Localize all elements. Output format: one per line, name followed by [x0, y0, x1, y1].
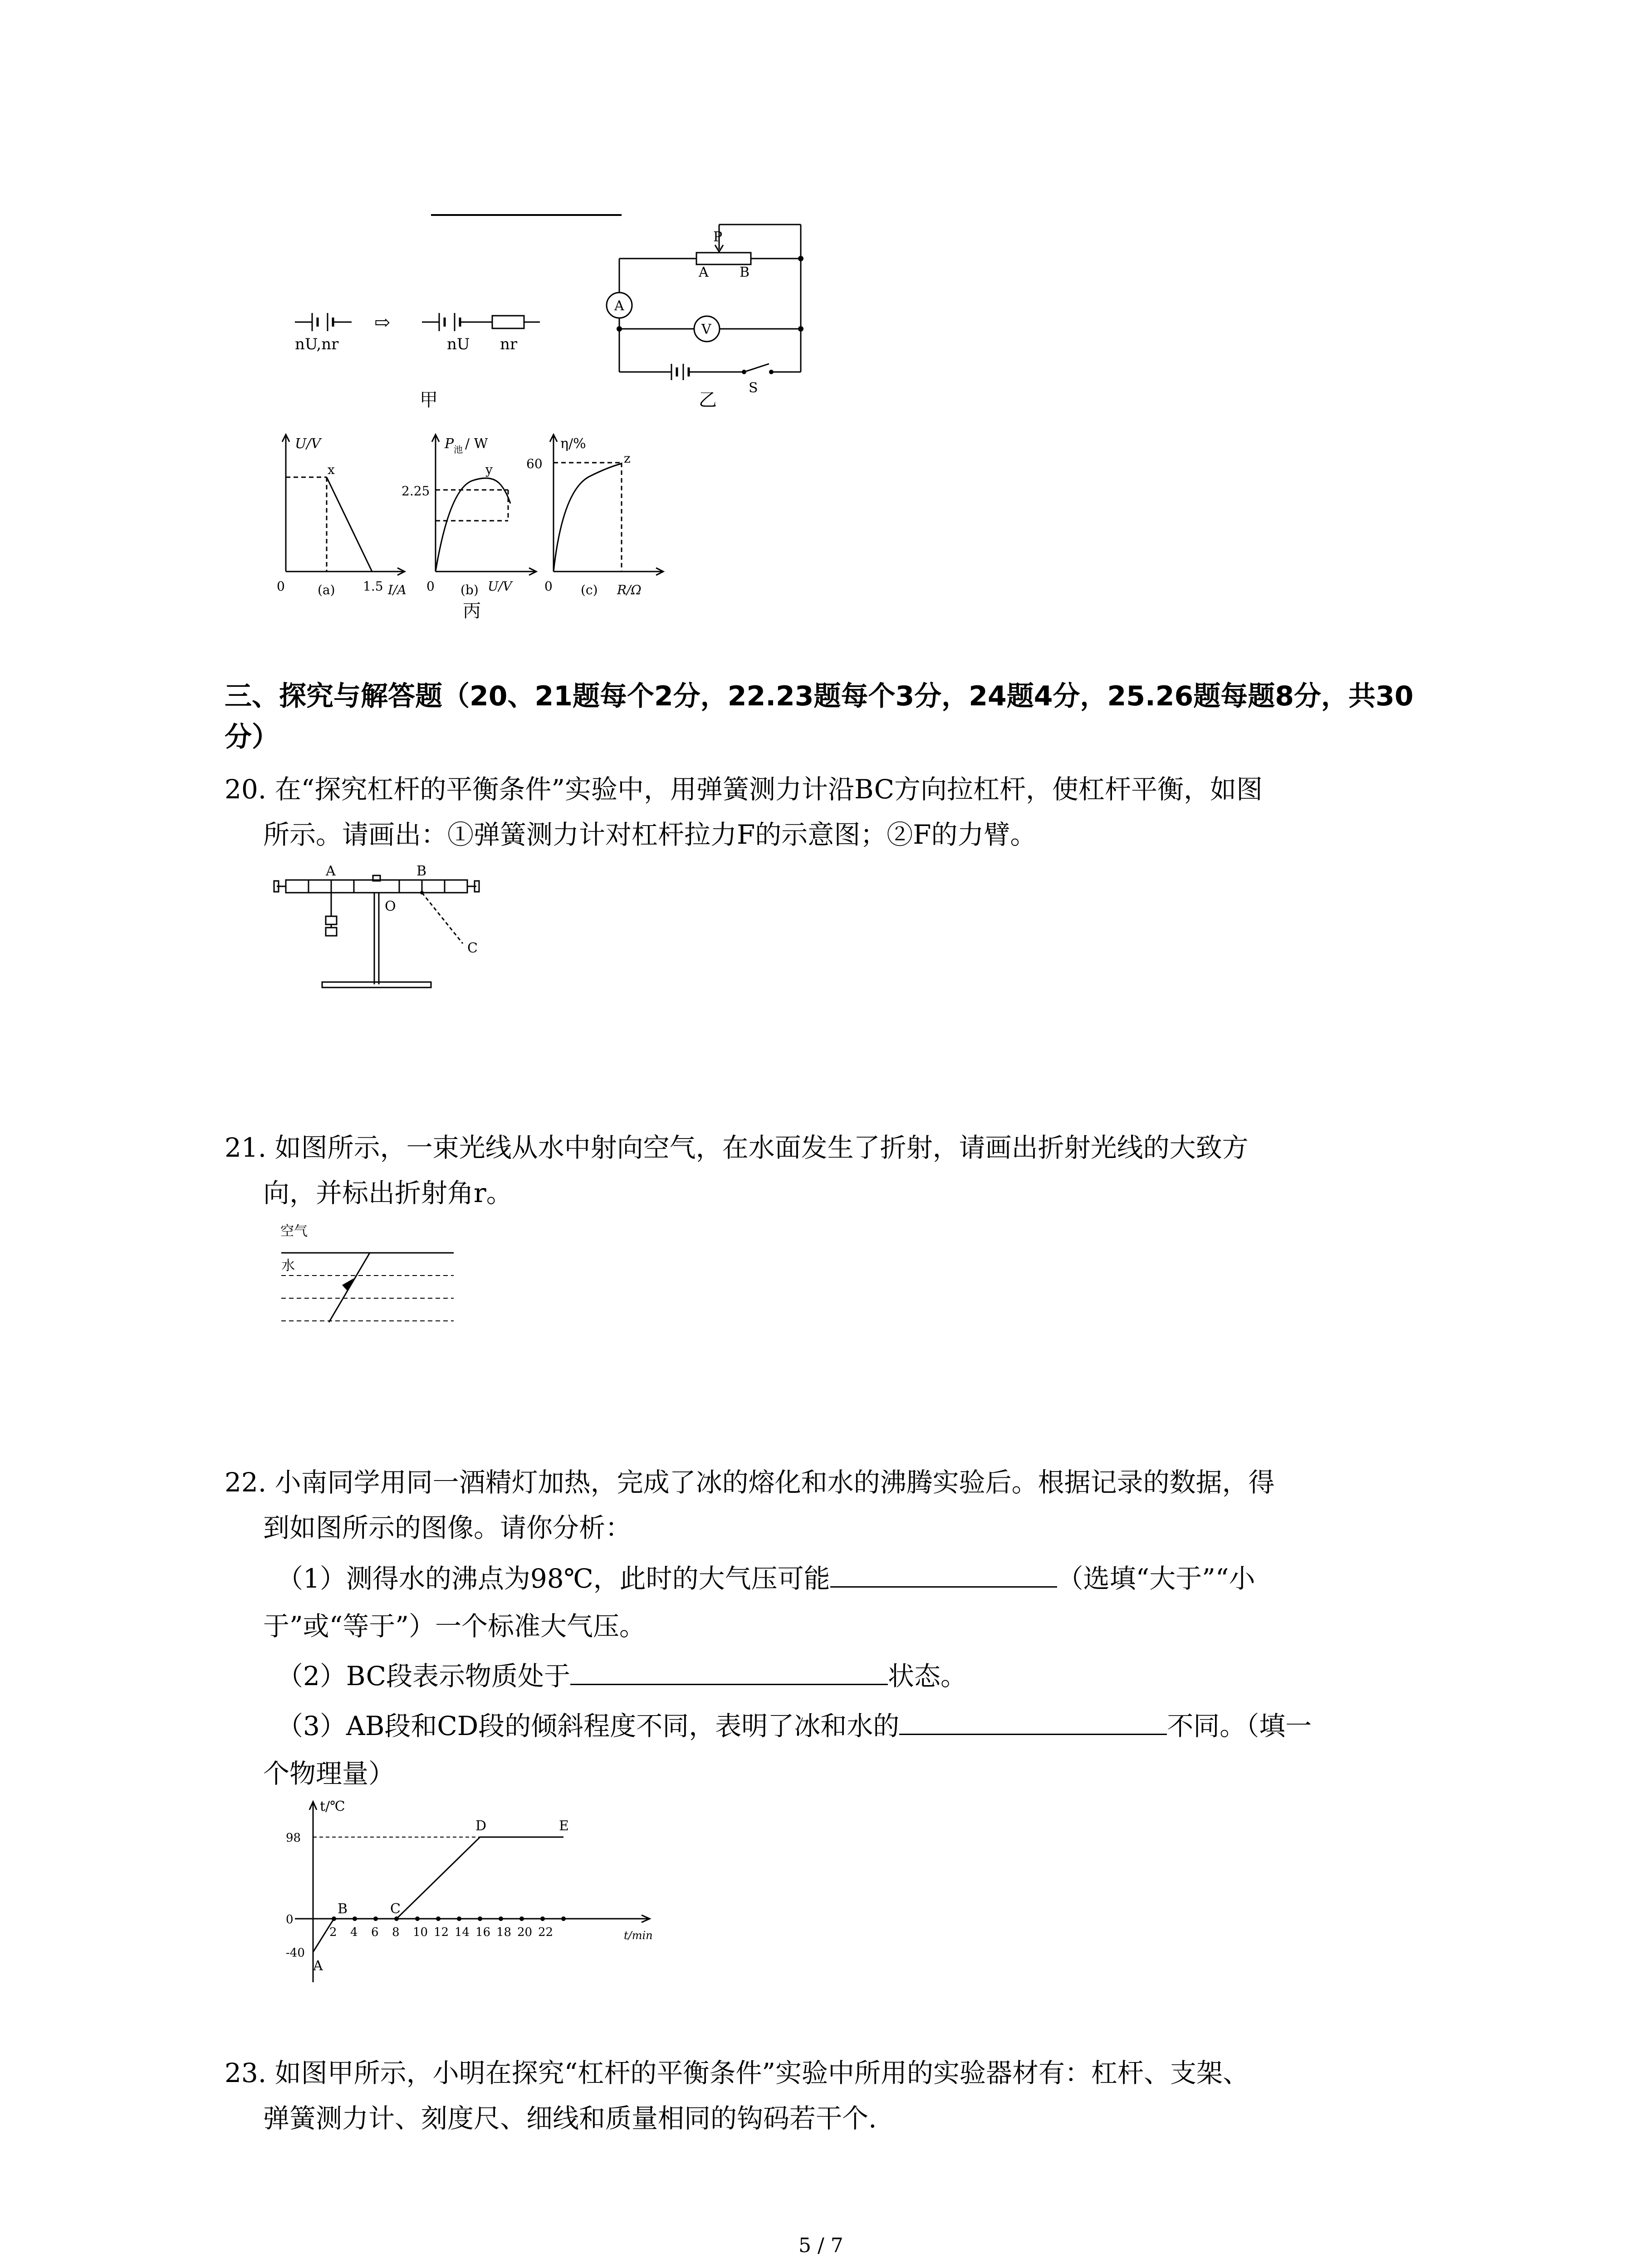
graph-b-ylabel: P [445, 436, 454, 452]
x-tick-mark [394, 1916, 399, 1921]
ammeter-label: A [614, 298, 624, 314]
lever-c: C [467, 940, 478, 956]
point-label-e: E [559, 1818, 569, 1834]
q22-p1-blank[interactable] [830, 1559, 1057, 1588]
q22-p3-blank[interactable] [899, 1706, 1167, 1735]
q22-p2-post: 状态。 [887, 1661, 967, 1691]
graph-c-yval: 60 [526, 456, 543, 471]
graph-b [432, 435, 536, 575]
lever-o: O [385, 899, 396, 914]
q22-p1-post: （选填“大于”“小 [1057, 1563, 1255, 1594]
graph-b-yval: 2.25 [402, 484, 430, 499]
x-tick-label: 14 [455, 1926, 470, 1939]
source-nU-nr [295, 313, 352, 331]
rheo-p: P [713, 229, 723, 245]
switch-label: S [749, 380, 758, 396]
page-number: 5 / 7 [798, 2234, 843, 2257]
yi-label: 乙 [699, 390, 717, 411]
circuit-yi [607, 225, 801, 380]
graph-b-yunit: / W [465, 436, 488, 452]
arrow-glyph: ⇨ [374, 311, 391, 333]
voltmeter-label: V [701, 322, 711, 337]
point-label-c: C [390, 1901, 401, 1917]
graph-c-ylabel: η/% [560, 436, 586, 452]
chart-ylabel: t/℃ [320, 1799, 345, 1814]
graph-c [550, 435, 663, 575]
src1-label: nU,nr [295, 335, 339, 353]
x-tick-mark [332, 1916, 336, 1921]
x-tick-mark [519, 1916, 524, 1921]
x-tick-label: 4 [350, 1926, 358, 1939]
q22-p3-post: 不同。（填一 [1167, 1711, 1312, 1741]
x-tick-label: 2 [329, 1926, 337, 1939]
circuit-figure [272, 200, 839, 626]
x-tick-mark [478, 1916, 482, 1921]
graph-a-tag: (a) [318, 582, 335, 597]
graph-a [282, 435, 405, 575]
x-tick-label: 10 [413, 1926, 428, 1939]
air-label: 空气 [280, 1223, 308, 1239]
src2a-label: nU [447, 335, 470, 353]
q22-p2-pre: （2）BC段表示物质处于 [277, 1661, 570, 1691]
x-tick-mark [373, 1916, 378, 1921]
graph-a-xlabel: I/A [388, 582, 407, 597]
graph-b-zero: 0 [426, 579, 435, 594]
q22-part2 [277, 1653, 967, 1699]
x-tick-mark [415, 1916, 420, 1921]
graph-b-point: y [485, 462, 493, 477]
graph-a-xval: 1.5 [363, 579, 383, 594]
graph-b-xlabel: U/V [488, 579, 512, 594]
q23-line2: 弹簧测力计、刻度尺、细线和质量相同的钩码若干个. [263, 2103, 877, 2134]
x-tick-mark [436, 1916, 441, 1921]
graph-c-point: z [624, 451, 631, 466]
y-tick-label: 98 [286, 1831, 301, 1845]
graph-a-ylabel: U/V [295, 436, 321, 452]
x-tick-mark [540, 1916, 545, 1921]
x-tick-mark [457, 1916, 461, 1921]
graph-c-xlabel: R/Ω [617, 582, 642, 597]
q22-part3 [277, 1703, 1312, 1749]
x-tick-label: 22 [538, 1926, 554, 1939]
q23-line1: 23. 如图甲所示，小明在探究“杠杆的平衡条件”实验中所用的实验器材有：杠杆、支架、 [225, 2058, 1249, 2088]
section3-title-line1: 三、探究与解答题（20、21题每个2分，22.23题每个3分，24题4分，25.26题每题8分，共30 [225, 680, 1414, 712]
x-tick-label: 16 [475, 1926, 491, 1939]
chart-xlabel: t/min [624, 1929, 653, 1942]
q20-line2: 所示。请画出：①弹簧测力计对杠杆拉力F的示意图；②F的力臂。 [263, 819, 1037, 850]
q22-line1: 22. 小南同学用同一酒精灯加热，完成了冰的熔化和水的沸腾实验后。根据记录的数据，得 [225, 1467, 1275, 1498]
jia-label: 甲 [420, 390, 438, 411]
graph-b-ysub: 池 [454, 444, 463, 455]
rheo-a: A [699, 264, 709, 280]
src2b-label: nr [500, 335, 518, 353]
x-tick-label: 6 [371, 1926, 379, 1939]
q22-line2: 到如图所示的图像。请你分析： [263, 1512, 632, 1543]
temperature-time-chart [286, 1796, 694, 2000]
y-tick-label: -40 [286, 1946, 305, 1960]
lever-a: A [326, 863, 336, 879]
graph-b-tag: (b) [460, 582, 479, 597]
graph-c-tag: (c) [581, 582, 598, 597]
point-label-a: A [313, 1958, 323, 1974]
lever-figure [272, 862, 526, 1016]
q22-part1 [277, 1556, 1255, 1601]
x-tick-mark [353, 1916, 357, 1921]
rheo-b: B [740, 264, 750, 280]
section3-title-line2: 分） [225, 721, 279, 753]
graph-a-zero: 0 [277, 579, 285, 594]
y-tick-label: 0 [286, 1913, 294, 1926]
q22-p3-pre: （3）AB段和CD段的倾斜程度不同，表明了冰和水的 [277, 1711, 900, 1741]
x-tick-mark [499, 1916, 503, 1921]
x-tick-label: 20 [517, 1926, 533, 1939]
graph-a-point: x [328, 462, 335, 477]
x-tick-mark [561, 1916, 566, 1921]
x-tick-label: 12 [434, 1926, 449, 1939]
graph-c-zero: 0 [544, 579, 553, 594]
point-label-b: B [338, 1901, 348, 1917]
q21-line2: 向，并标出折射角r。 [263, 1178, 513, 1208]
q22-p3-line2: 个物理量） [263, 1758, 395, 1789]
q21-line1: 21. 如图所示，一束光线从水中射向空气，在水面发生了折射，请画出折射光线的大致方 [225, 1132, 1249, 1163]
q22-p2-blank[interactable] [570, 1657, 888, 1685]
source-nU-resistor [422, 313, 540, 331]
lever-b: B [416, 863, 427, 879]
x-tick-label: 8 [392, 1926, 400, 1939]
q22-p1-pre: （1）测得水的沸点为98℃，此时的大气压可能 [277, 1563, 830, 1594]
x-tick-label: 18 [496, 1926, 512, 1939]
water-label: 水 [281, 1258, 295, 1274]
refraction-figure [277, 1220, 458, 1334]
bing-label: 丙 [463, 601, 481, 621]
q20-line1: 20. 在“探究杠杆的平衡条件”实验中，用弹簧测力计沿BC方向拉杠杆，使杠杆平衡，如图 [225, 774, 1263, 805]
q22-p1-line2: 于”或“等于”）一个标准大气压。 [263, 1611, 646, 1642]
point-label-d: D [475, 1818, 487, 1834]
